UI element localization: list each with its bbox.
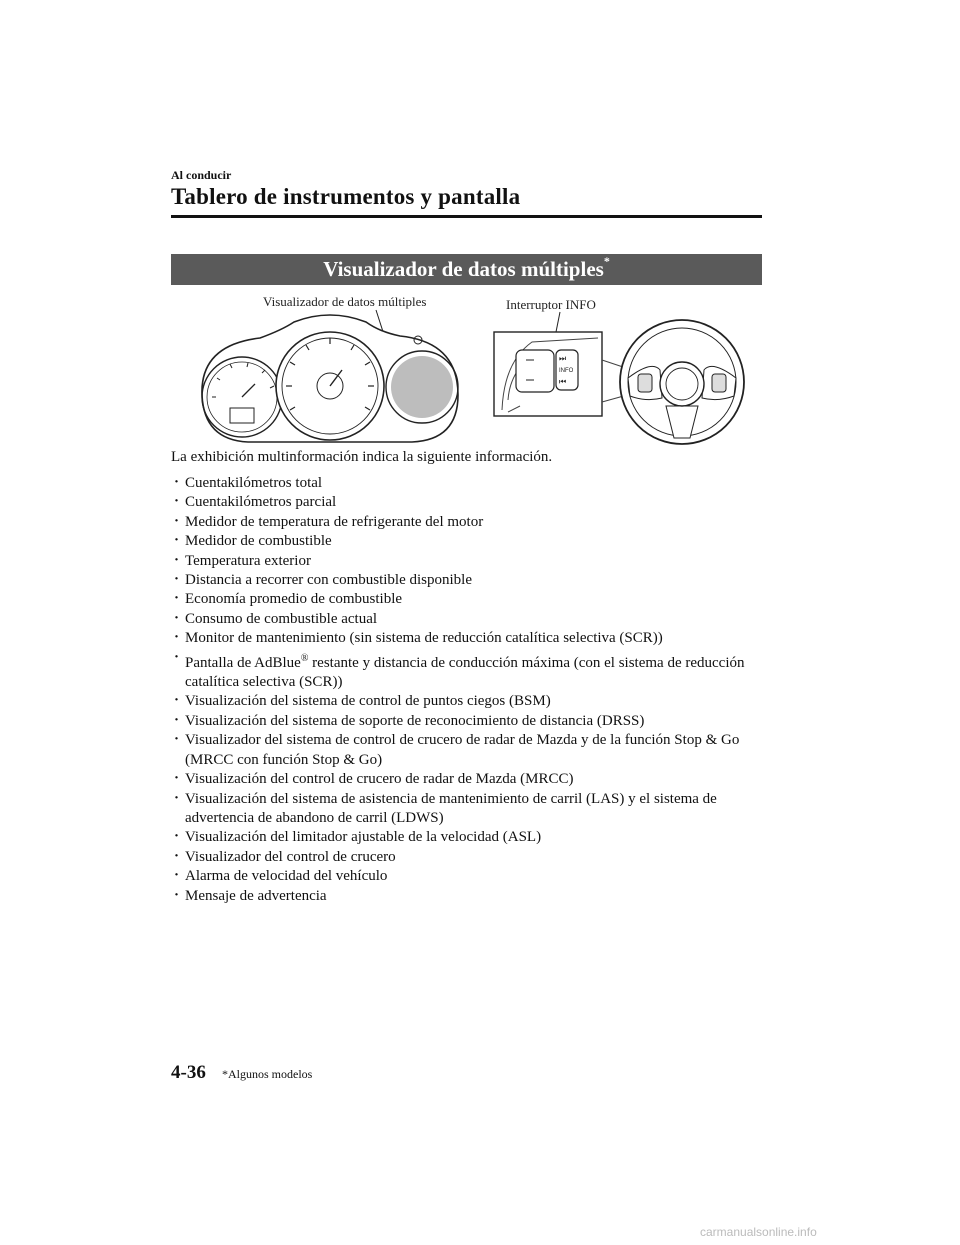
callout-info-switch: Interruptor INFO: [506, 297, 596, 312]
list-item: · Monitor de mantenimiento (sin sistema de reducción catalítica selectiva (SCR)): [171, 629, 761, 648]
watermark: carmanualsonline.info: [700, 1225, 817, 1239]
footnote: *Algunos modelos: [222, 1067, 313, 1081]
steering-wheel: [620, 320, 744, 444]
callout-multi-display: Visualizador de datos múltiples: [263, 294, 427, 309]
list-item: · Economía promedio de combustible: [171, 590, 761, 609]
list-item: · Visualización del sistema de control de puntos ciegos (BSM): [171, 692, 761, 711]
title-divider: [171, 215, 762, 218]
list-item: · Visualizador del sistema de control de crucero de radar de Mazda y de la función Stop & Go (MRCC con función Stop & Go): [171, 731, 761, 770]
list-item: · Medidor de combustible: [171, 532, 761, 551]
svg-text:⏭: ⏭: [559, 354, 567, 363]
steering-switch-inset: [494, 332, 602, 416]
list-item: · Visualización del limitador ajustable de la velocidad (ASL): [171, 828, 761, 847]
page-title: Tablero de instrumentos y pantalla: [171, 184, 521, 209]
list-item: · Alarma de velocidad del vehículo: [171, 867, 761, 886]
info-switch-label: INFO: [559, 368, 574, 374]
chapter-label: Al conducir: [171, 168, 232, 182]
list-item: · Visualizador del control de crucero: [171, 848, 761, 867]
list-item: · Medidor de temperatura de refrigerante del motor: [171, 513, 761, 532]
list-item: · Consumo de combustible actual: [171, 610, 761, 629]
list-item: · Cuentakilómetros total: [171, 474, 761, 493]
page-number: 4-36: [171, 1062, 206, 1083]
list-item: · Visualización del sistema de asistencia de mantenimiento de carril (LAS) y el sistema de advertencia de abandono de carril (LDWS): [171, 790, 761, 829]
list-item: · Visualización del control de crucero de radar de Mazda (MRCC): [171, 770, 761, 789]
multi-info-display: [391, 356, 453, 418]
list-item: · Visualización del sistema de soporte de reconocimiento de distancia (DRSS): [171, 712, 761, 731]
intro-text: La exhibición multinformación indica la siguiente información.: [171, 449, 553, 465]
info-list: [171, 474, 761, 906]
section-banner: [171, 254, 762, 285]
section-title-mark: *: [603, 254, 610, 268]
list-item-adblue: · Pantalla de AdBlue® restante y distancia de conducción máxima (con el sistema de reducción catalítica selectiva (SCR)): [171, 649, 761, 693]
instrument-cluster: [202, 315, 458, 442]
list-item: · Mensaje de advertencia: [171, 887, 761, 906]
list-item: · Cuentakilómetros parcial: [171, 493, 761, 512]
list-item: · Distancia a recorrer con combustible disponible: [171, 571, 761, 590]
instrument-illustration: [190, 300, 750, 450]
svg-text:⏮: ⏮: [559, 377, 567, 386]
section-title: Visualizador de datos múltiples: [323, 257, 604, 281]
list-item: · Temperatura exterior: [171, 552, 761, 571]
